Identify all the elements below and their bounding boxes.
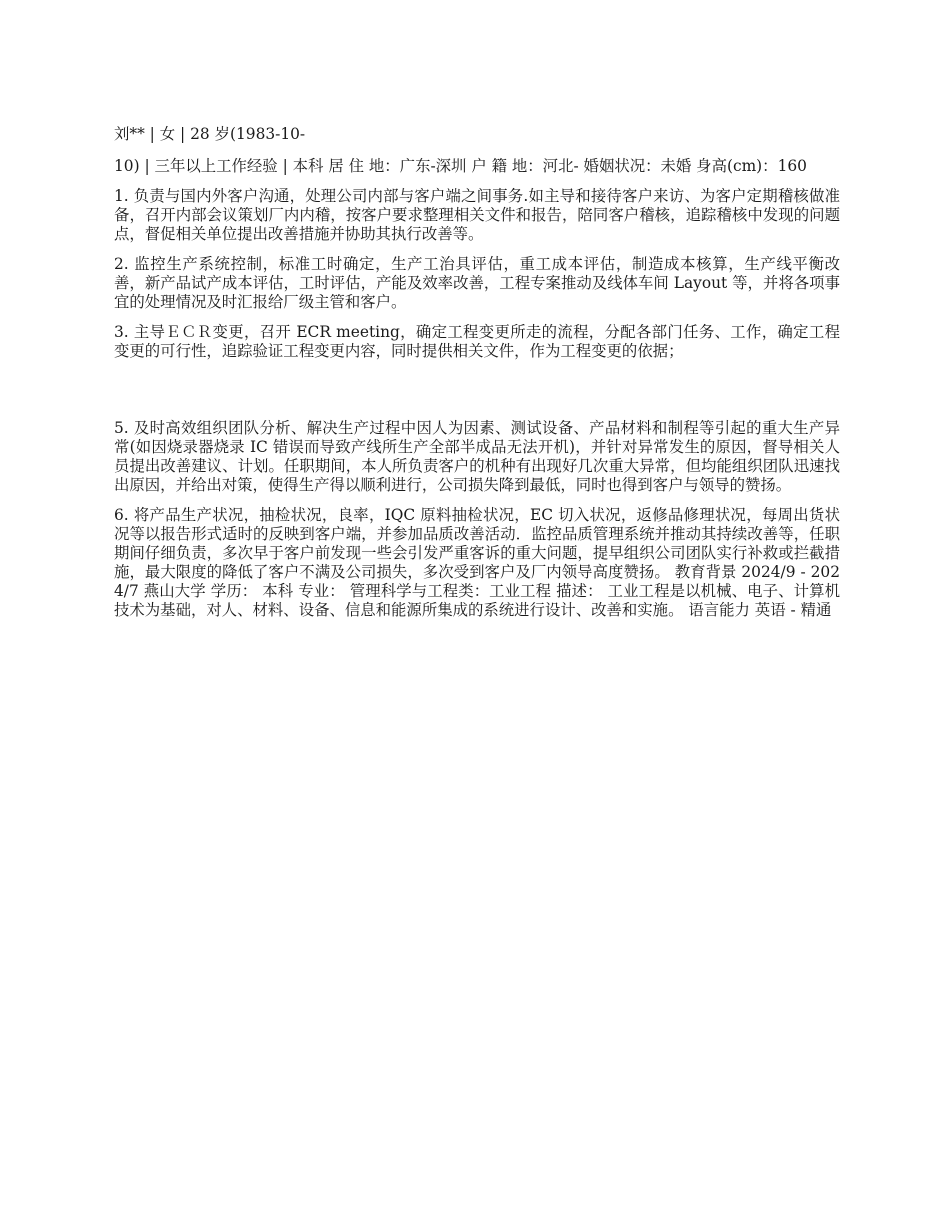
duty-item-1: 1. 负责与国内外客户沟通，处理公司内部与客户端之间事务.如主导和接待客户来访、为客户定期稽核做准备，召开内部会议策划厂内内稽，按客户要求整理相关文件和报告，陪同客户稽核，追踪稽核中发现的问题点，督促相关单位提出改善措施并协助其执行改善等。: [114, 187, 840, 243]
duty-item-2: 2. 监控生产系统控制，标准工时确定，生产工治具评估，重工成本评估，制造成本核算，生产线平衡改善，新产品试产成本评估，工时评估，产能及效率改善，工程专案推动及线体车间 Layout 等，并将各项事宜的处理情况及时汇报给厂级主管和客户。: [114, 255, 840, 311]
header-line-2: 10) | 三年以上工作经验 | 本科 居 住 地：广东-深圳 户 籍 地：河北- 婚姻状况：未婚 身高(cm)：160: [114, 157, 807, 175]
duty-item-6: 6. 将产品生产状况，抽检状况，良率，IQC 原料抽检状况，EC 切入状况，返修品修理状况，每周出货状况等以报告形式适时的反映到客户端，并参加品质改善活动．监控品质管理系统并推动其持续改善等，任职期间仔细负责，多次早于客户前发现一些会引发严重客诉的重大问题，提早组织公司团队实行补救或拦截措施，最大限度的降低了客户不满及公司损失，多次受到客户及厂内领导高度赞扬。 教育背景 2024/9 - 2024/7 燕山大学 学历： 本科 专业： 管理科学与工程类：工业工程 描述： 工业工程是以机械、电子、计算机技术为基础，对人、材料、设备、信息和能源所集成的系统进行设计、改善和实施。 语言能力 英语 - 精通: [114, 506, 840, 619]
blank-gap: [114, 372, 840, 419]
resume-document: [114, 125, 840, 631]
duty-item-3: 3. 主导ＥＣＲ变更，召开 ECR meeting，确定工程变更所走的流程，分配各部门任务、工作，确定工程变更的可行性，追踪验证工程变更内容，同时提供相关文件，作为工程变更的依据；: [114, 323, 840, 360]
header-line-1: 刘** | 女 | 28 岁(1983-10-: [114, 125, 306, 143]
duty-item-5: 5. 及时高效组织团队分析、解决生产过程中因人为因素、测试设备、产品材料和制程等引起的重大生产异常(如因烧录器烧录 IC 错误而导致产线所生产全部半成品无法开机)，并针对异常发生的原因，督导相关人员提出改善建议、计划。任职期间，本人所负责客户的机种有出现好几次重大异常，但均能组织团队迅速找出原因，并给出对策，使得生产得以顺利进行，公司损失降到最低，同时也得到客户与领导的赞扬。: [114, 419, 840, 494]
